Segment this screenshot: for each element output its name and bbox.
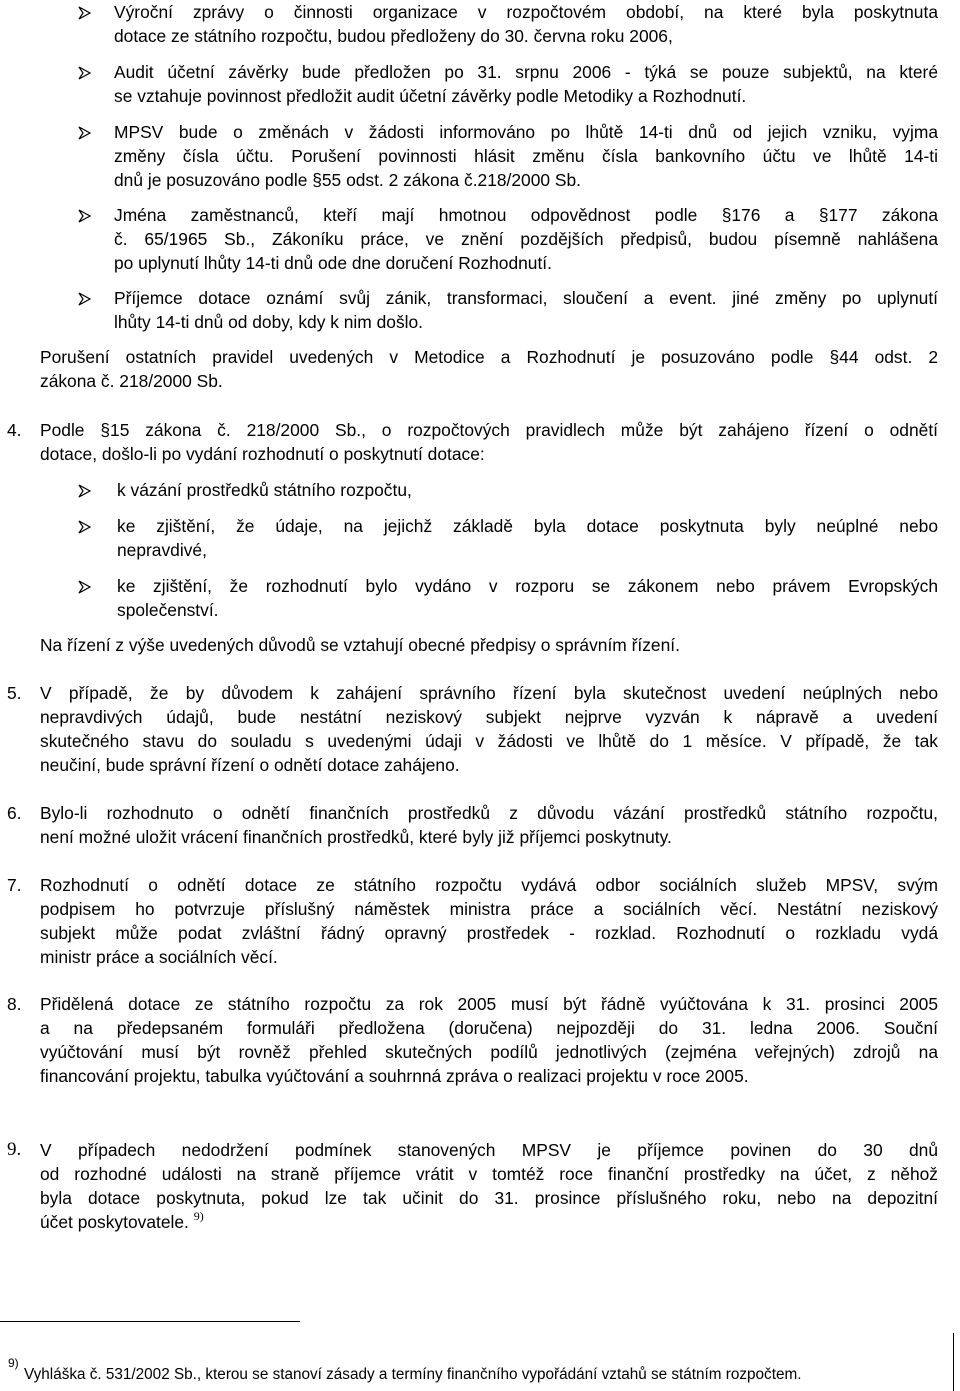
text-line: podpisem ho potvrzuje příslušný náměstek ministra práce a sociálních věcí. Nestátní neziskový bbox=[40, 899, 938, 919]
text-line: společenství. bbox=[117, 600, 219, 620]
text-line: vyúčtování musí být rovněž přehled skutečných podílů jednotlivých (zejména veřejných) zdrojů na bbox=[40, 1042, 938, 1062]
text-line: po uplynutí lhůty 14-ti dnů ode dne doručení Rozhodnutí. bbox=[114, 253, 552, 273]
text-line: Rozhodnutí o odnětí dotace ze státního rozpočtu vydává odbor sociálních služeb MPSV, svým bbox=[40, 875, 938, 895]
page-edge-line bbox=[953, 1333, 954, 1391]
arrowhead-bullet-icon bbox=[78, 6, 92, 20]
text-line: dotace, došlo-li po vydání rozhodnutí o poskytnutí dotace: bbox=[40, 444, 485, 464]
text-line: nepravdivé, bbox=[117, 540, 207, 560]
arrowhead-bullet-icon bbox=[78, 580, 92, 594]
text-line: Bylo-li rozhodnuto o odnětí finančních prostředků z důvodu vázání prostředků státního rozpočtu, bbox=[40, 803, 938, 823]
text-line: dnů je posuzováno podle §55 odst. 2 zákona č.218/2000 Sb. bbox=[114, 170, 582, 190]
footnote-reference[interactable]: 9) bbox=[193, 1209, 204, 1223]
arrowhead-bullet-icon bbox=[78, 484, 92, 498]
text-line: neučiní, bude správní řízení o odnětí dotace zahájeno. bbox=[40, 755, 460, 775]
text-line: Podle §15 zákona č. 218/2000 Sb., o rozpočtových pravidlech může být zahájeno řízení o odnětí bbox=[40, 420, 938, 440]
last-line-text: účet poskytovatele. bbox=[40, 1212, 189, 1232]
text-line: Porušení ostatních pravidel uvedených v Metodice a Rozhodnutí je posuzováno podle §44 odst. 2 bbox=[40, 347, 938, 367]
arrowhead-bullet-icon bbox=[78, 66, 92, 80]
text-line: Audit účetní závěrky bude předložen po 31. srpnu 2006 - týká se pouze subjektů, na které bbox=[114, 62, 938, 82]
text-line: č. 65/1965 Sb., Zákoníku práce, ve znění pozdějších předpisů, budou písemně nahlášena bbox=[114, 229, 938, 249]
item-number: 4. bbox=[7, 420, 22, 440]
text-line: skutečného stavu do souladu s uvedenými údaji v žádosti ve lhůtě do 1 měsíce. V případě, že tak bbox=[40, 731, 938, 751]
text-line: není možné uložit vrácení finančních prostředků, které byly již příjemci poskytnuty. bbox=[40, 827, 672, 847]
text-line: Jména zaměstnanců, kteří mají hmotnou odpovědnost podle §176 a §177 zákona bbox=[114, 205, 938, 225]
paragraph-violation-rules bbox=[40, 345, 938, 393]
text-line-last bbox=[40, 1210, 938, 1234]
text-line: MPSV bude o změnách v žádosti informováno po lhůtě 14-ti dnů od jejich vzniku, vyjma bbox=[114, 122, 938, 142]
text-line: V případě, že by důvodem k zahájení správního řízení byla skutečnost uvedení neúplných nebo bbox=[40, 683, 938, 703]
arrowhead-bullet-icon bbox=[78, 209, 92, 223]
text-line: V případech nedodržení podmínek stanovených MPSV je příjemce povinen do 30 dnů bbox=[40, 1140, 938, 1160]
text-line: ministr práce a sociálních věcí. bbox=[40, 947, 278, 967]
text-line: ke zjištění, že rozhodnutí bylo vydáno v rozporu se zákonem nebo právem Evropských bbox=[117, 576, 938, 596]
text-line: a na předepsaném formuláři předložena (doručena) nejpozději do 31. ledna 2006. Souční bbox=[40, 1018, 938, 1038]
text-line: zákona č. 218/2000 Sb. bbox=[40, 371, 223, 391]
text-line: Přidělená dotace ze státního rozpočtu za rok 2005 musí být řádně vyúčtována k 31. prosinci 2005 bbox=[40, 994, 938, 1014]
text-line: Výroční zprávy o činnosti organizace v rozpočtovém období, na které byla poskytnuta bbox=[114, 2, 938, 22]
text-line: financování projektu, tabulka vyúčtování a souhrnná zpráva o realizaci projektu v roce 2005. bbox=[40, 1066, 749, 1086]
arrowhead-bullet-icon bbox=[78, 126, 92, 140]
text-line: lhůty 14-ti dnů od doby, kdy k nim došlo. bbox=[114, 312, 424, 332]
footnote-text: Vyhláška č. 531/2002 Sb., kterou se stanoví zásady a termíny finančního vypořádání vztahů se státním rozpočtem. bbox=[24, 1366, 802, 1383]
item-number: 9. bbox=[7, 1139, 22, 1160]
text-line: nepravdivých údajů, bude nestátní neziskový subjekt nejprve vyzván k nápravě a uvedení bbox=[40, 707, 938, 727]
arrowhead-bullet-icon bbox=[78, 520, 92, 534]
text-line: subjekt může podat zvláštní řádný opravný prostředek - rozklad. Rozhodnutí o rozkladu vydá bbox=[40, 923, 938, 943]
item4-closing: Na řízení z výše uvedených důvodů se vztahují obecné předpisy o správním řízení. bbox=[40, 635, 680, 655]
arrowhead-bullet-icon bbox=[78, 292, 92, 306]
text-line: ke zjištění, že údaje, na jejichž základě byla dotace poskytnuta byly neúplné nebo bbox=[117, 516, 938, 536]
text-line: Příjemce dotace oznámí svůj zánik, transformaci, sloučení a event. jiné změny po uplynutí bbox=[114, 288, 938, 308]
text-line: se vztahuje povinnost předložit audit účetní závěrky podle Metodiky a Rozhodnutí. bbox=[114, 86, 747, 106]
text-line: k vázání prostředků státního rozpočtu, bbox=[117, 480, 412, 500]
item-number: 5. bbox=[7, 683, 22, 703]
item-number: 7. bbox=[7, 875, 22, 895]
footnote-separator bbox=[0, 1321, 300, 1322]
text-line: od rozhodné události na straně příjemce vrátit v tomtéž roce finanční prostředky na účet, z něhož bbox=[40, 1164, 938, 1184]
text-line: dotace ze státního rozpočtu, budou předloženy do 30. června roku 2006, bbox=[114, 26, 673, 46]
text-line: byla dotace poskytnuta, pokud lze tak učinit do 31. prosince příslušného roku, nebo na depozitní bbox=[40, 1188, 938, 1208]
text-line: změny čísla účtu. Porušení povinnosti hlásit změnu čísla bankovního účtu ve lhůtě 14-ti bbox=[114, 146, 938, 166]
item-number: 8. bbox=[7, 994, 22, 1014]
footnote-number: 9) bbox=[8, 1356, 19, 1370]
item-number: 6. bbox=[7, 803, 22, 823]
